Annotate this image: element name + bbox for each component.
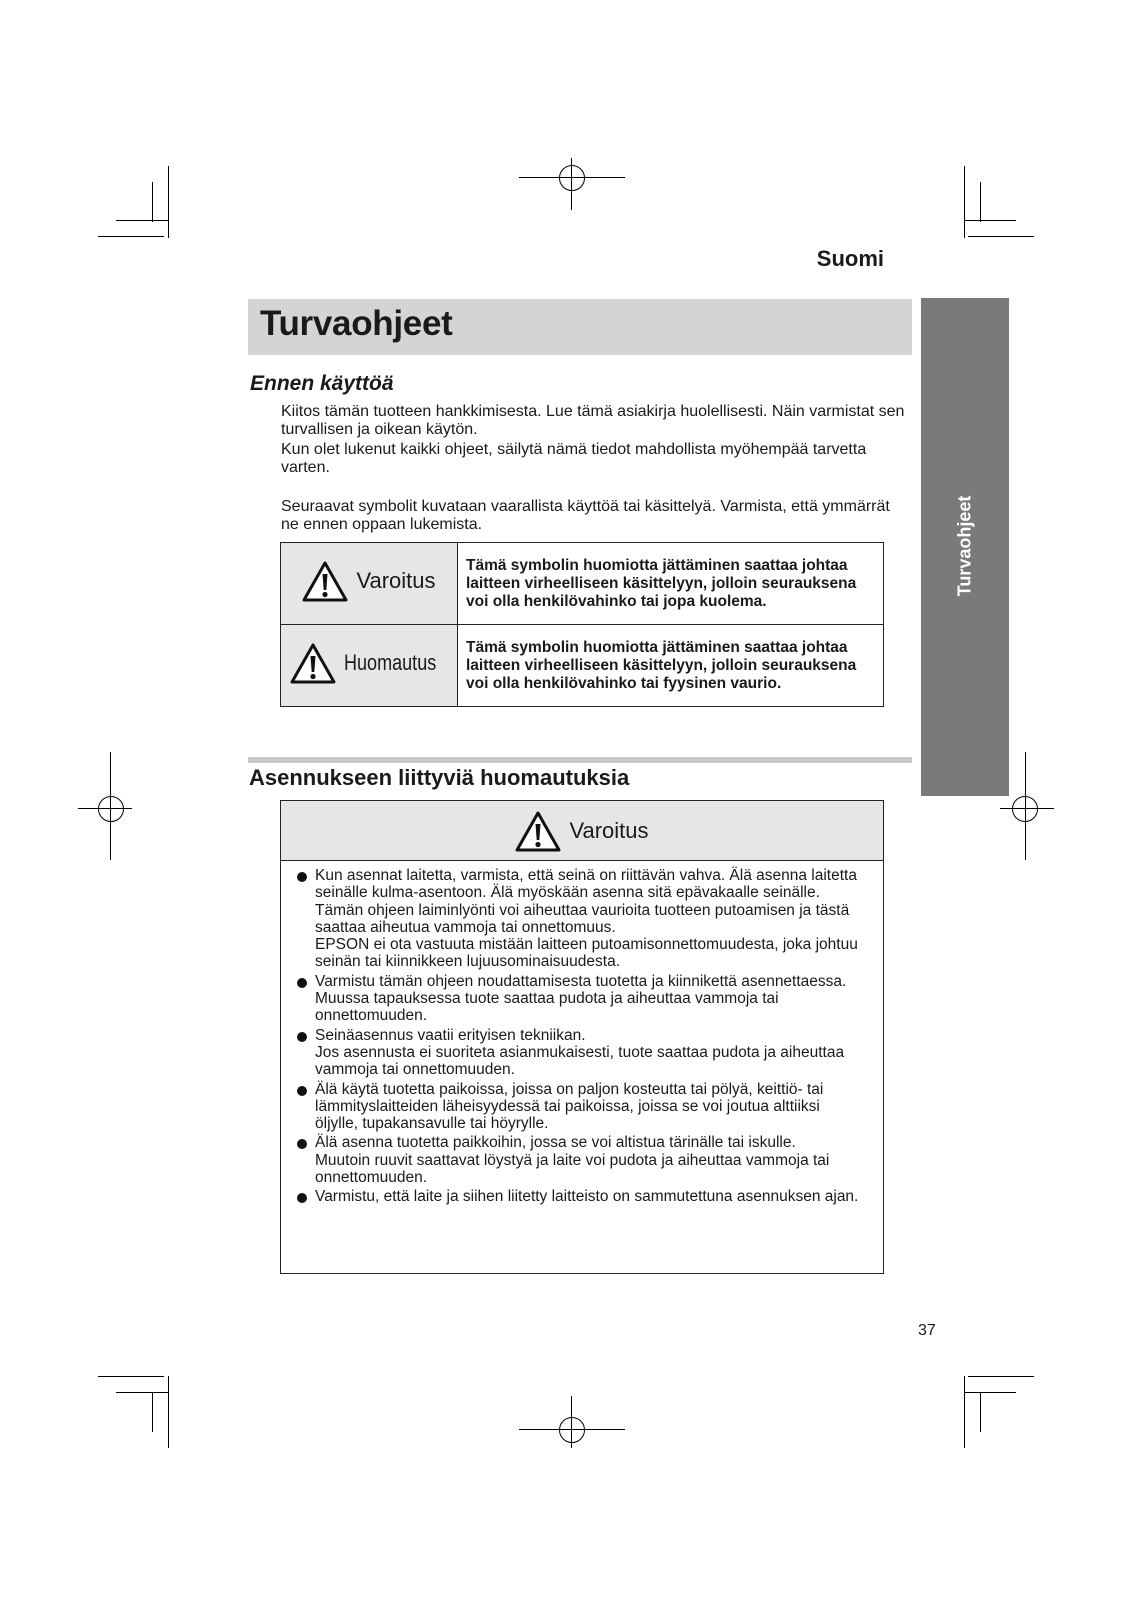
registration-mark [1012,796,1038,822]
symbol-table [280,542,884,707]
before-use-heading: Ennen käyttöä [250,372,394,395]
symbol-cell [281,625,458,707]
list-item-text: Jos asennusta ei suoriteta asianmukaisesti, tuote saattaa pudota ja aiheuttaa vammoja tai onnettomuuden. [315,1043,845,1079]
list-item-text: Älä käytä tuotetta paikoissa, joissa on paljon kosteutta tai pölyä, keittiö- tai lämmityslaitteiden läheisyydessä tai paikoissa, joissa se voi joutua alttiiksi öljylle, tupakansavulle tai höyrylle. [315,1080,824,1133]
crop-mark [968,236,1034,237]
registration-mark [559,1417,585,1443]
list-item [295,1027,865,1079]
crop-mark [964,166,965,238]
list-item [295,1134,865,1186]
list-item-text: Muutoin ruuvit saattavat löystyä ja laite voi pudota ja aiheuttaa vammoja tai onnettomuuden. [315,1151,830,1187]
warning-list [295,867,865,1208]
symbol-label: Varoitus [356,568,436,593]
list-item [295,867,865,971]
crop-mark [152,1392,153,1432]
registration-mark [559,165,585,191]
crop-mark [968,1376,1034,1377]
bullet-icon [297,1193,307,1203]
warning-triangle-icon [515,810,561,852]
registration-mark [98,796,124,822]
list-item-text: Muussa tapauksessa tuote saattaa pudota ja aiheuttaa vammoja tai onnettomuuden. [315,990,779,1025]
table-row [281,625,884,707]
list-item [295,1188,865,1205]
crop-mark [168,166,169,238]
list-item [295,1081,865,1133]
crop-mark [964,220,1016,221]
crop-mark [152,182,153,222]
bullet-icon [297,978,307,988]
side-tab [921,298,1009,796]
crop-mark [964,1392,1016,1393]
list-item-text: Varmistu tämän ohjeen noudattamisesta tuotetta ja kiinnikettä asennettaessa. [315,972,847,990]
caution-triangle-icon [290,642,336,684]
warning-triangle-icon [302,560,348,602]
crop-mark [980,182,981,222]
bullet-icon [297,1032,307,1042]
intro-paragraph: Kiitos tämän tuotteen hankkimisesta. Lue tämä asiakirja huolellisesti. Näin varmistat sen turvallisen ja oikean käytön. [281,403,905,438]
list-item [295,973,865,1025]
bullet-icon [297,872,307,882]
list-item-text: Seinäasennus vaatii erityisen tekniikan. [315,1026,586,1044]
list-item-text: Kun asennat laitetta, varmista, että seinä on riittävän vahva. Älä asenna laitetta seinälle kulma-asentoon. Älä myöskään asenna sitä epävakaalle seinälle. [315,867,857,902]
crop-mark [98,1376,164,1377]
symbol-description: Tämä symbolin huomiotta jättäminen saattaa johtaa laitteen virheelliseen käsittelyyn, jolloin seurauksena voi olla henkilövahinko tai jopa kuolema. [458,543,884,625]
install-heading: Asennukseen liittyviä huomautuksia [249,765,630,790]
crop-mark [116,1392,168,1393]
crop-mark [980,1392,981,1432]
list-item-text: Varmistu, että laite ja siihen liitetty laitteisto on sammutettuna asennuksen ajan. [315,1188,859,1206]
page-title: Turvaohjeet [260,304,453,343]
list-item-text: Tämän ohjeen laiminlyönti voi aiheuttaa vaurioita tuotteen putoamisen ja tästä saattaa aiheutua vammoja tai onnettomuus. [315,901,850,936]
intro-paragraph: Kun olet lukenut kaikki ohjeet, säilytä nämä tiedot mahdollista myöhempää tarvetta varten. [281,441,867,476]
symbol-cell [281,543,458,625]
page-number: 37 [918,1322,936,1339]
table-row [281,543,884,625]
symbol-label: Huomautus [344,650,437,675]
list-item-text: EPSON ei ota vastuuta mistään laitteen putoamisonnettomuudesta, joka johtuu seinän tai kiinnikkeen lujuusominaisuudesta. [315,936,858,971]
crop-mark [168,1376,169,1448]
language-label: Suomi [816,246,884,271]
bullet-icon [297,1086,307,1096]
symbol-description: Tämä symbolin huomiotta jättäminen saattaa johtaa laitteen virheelliseen käsittelyyn, jolloin seurauksena voi olla henkilövahinko tai fyysinen vaurio. [458,625,884,707]
section-rule [248,757,912,763]
list-item-text: Älä asenna tuotetta paikkoihin, jossa se voi altistua tärinälle tai iskulle. [315,1134,796,1152]
symbols-intro: Seuraavat symbolit kuvataan vaarallista käyttöä tai käsittelyä. Varmista, että ymmärrät ne ennen oppaan lukemista. [281,498,890,533]
warning-title: Varoitus [569,817,649,843]
side-tab-label: Turvaohjeet [954,495,975,597]
crop-mark [116,220,168,221]
crop-mark [964,1376,965,1448]
warning-box [280,800,884,1274]
crop-mark [98,236,164,237]
warning-header [281,801,883,861]
bullet-icon [297,1139,307,1149]
